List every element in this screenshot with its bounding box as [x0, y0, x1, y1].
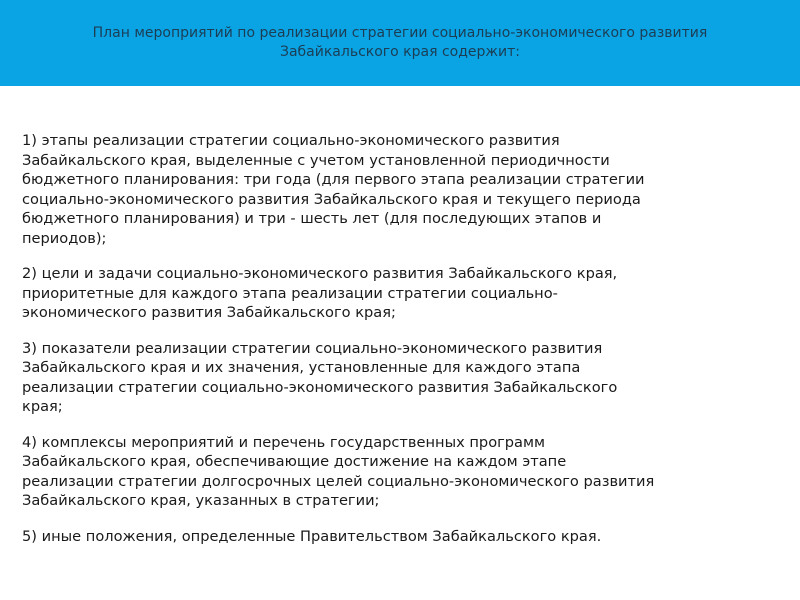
list-item-measures: 4) комплексы мероприятий и перечень государственных программ Забайкальского края, обеспечивающие достижение на каждом этапе реализации стратегии долгосрочных целей социально-экономического развития Забайкальского края, указанных в стратегии;: [22, 433, 655, 509]
content-list: [22, 131, 782, 546]
list-item-indicators: 3) показатели реализации стратегии социально-экономического развития Забайкальского края и их значения, установленные для каждого этапа реализации стратегии социально-экономического развития Забайкальского края;: [22, 339, 618, 415]
slide-title-line-2: Забайкальского края содержит:: [279, 44, 520, 60]
list-item-goals: 2) цели и задачи социально-экономического развития Забайкальского края, приоритетные для каждого этапа реализации стратегии социально- экономического развития Забайкальского края;: [22, 265, 618, 321]
header-band: [0, 0, 800, 86]
slide-title-line-1: План мероприятий по реализации стратегии социально-экономического развития: [92, 25, 708, 41]
list-item-stages: 1) этапы реализации стратегии социально-экономического развития Забайкальского края, выделенные с учетом установленной периодичности бюджетного планирования: три года (для первого этапа реализации стратегии социально-экономического развития Забайкальского края и текущего периода бюджетного планирования) и три - шесть лет (для последующих этапов и периодов);: [22, 132, 645, 247]
slide-title: [20, 24, 780, 62]
list-item-other-provisions: 5) иные положения, определенные Правительством Забайкальского края.: [22, 527, 602, 545]
